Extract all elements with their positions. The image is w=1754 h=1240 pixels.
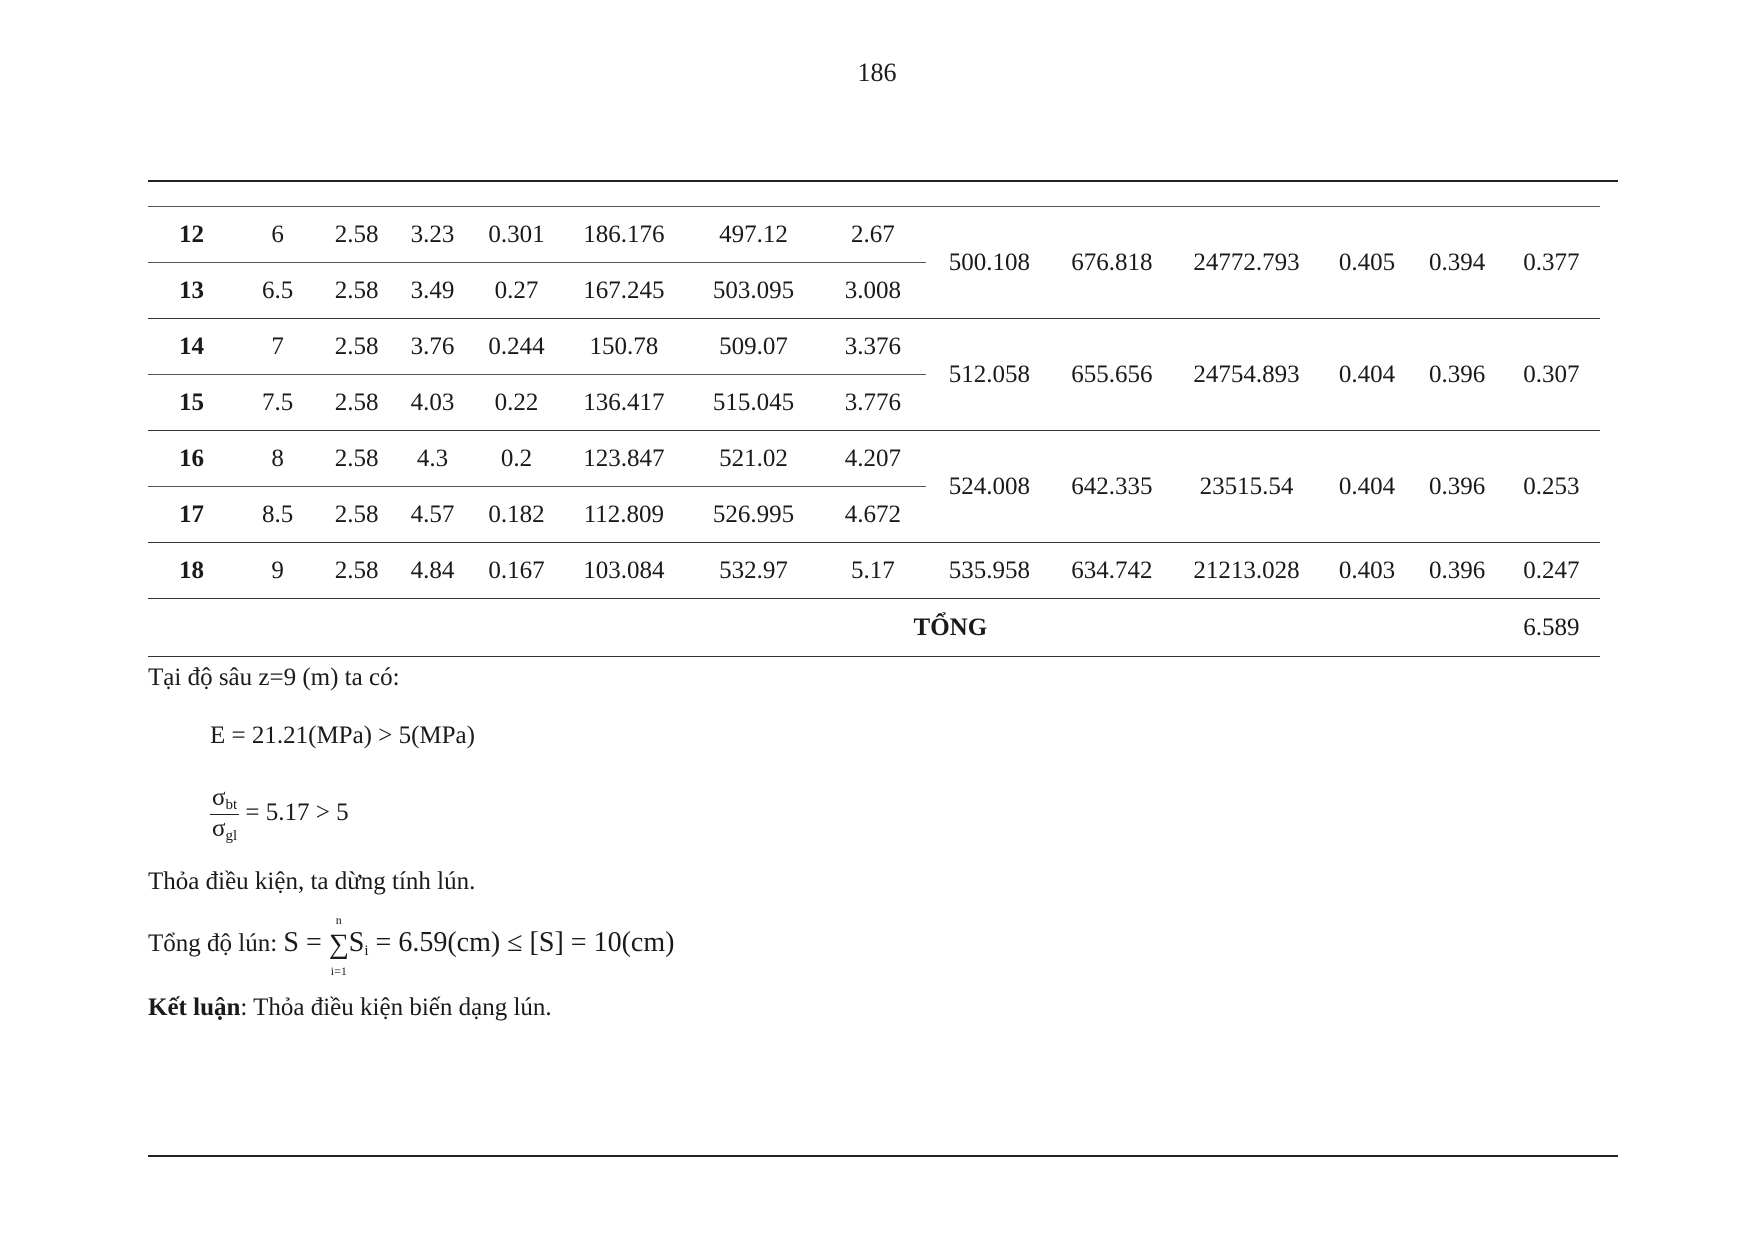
table-cell: 3.49 xyxy=(393,263,472,319)
table-cell: 509.07 xyxy=(687,319,821,375)
merged-cell: 0.247 xyxy=(1503,543,1600,599)
table-cell: 6.5 xyxy=(235,263,320,319)
table-cell: 150.78 xyxy=(561,319,687,375)
conclusion xyxy=(148,994,552,1022)
merged-cell: 0.396 xyxy=(1412,543,1503,599)
merged-cell: 634.742 xyxy=(1053,543,1170,599)
table-cell: 521.02 xyxy=(687,431,821,487)
stress-ratio-fraction: $\frac{\sigma_{bt}}{\sigma_{gl}}$ xyxy=(212,784,238,844)
table-cell: 8 xyxy=(235,431,320,487)
conclusion-label: Kết luận xyxy=(148,994,241,1021)
table-cell: 4.03 xyxy=(393,375,472,431)
total-settlement-equation: S = ∑ n i=1 $S_i = 6.59(cm) \le [S] = 10(cm)$ xyxy=(283,912,675,978)
merged-cell: 642.335 xyxy=(1053,431,1170,543)
table-cell: 3.008 xyxy=(820,263,925,319)
table-cell: 0.244 xyxy=(472,319,561,375)
merged-cell: 0.307 xyxy=(1503,319,1600,431)
depth-statement: Tại độ sâu z=9 (m) ta có: xyxy=(148,664,400,691)
table-cell: 4.57 xyxy=(393,487,472,543)
table-cell: 0.2 xyxy=(472,431,561,487)
merged-cell: 0.253 xyxy=(1503,431,1600,543)
table-cell: 136.417 xyxy=(561,375,687,431)
table-cell: 2.58 xyxy=(320,207,393,263)
row-index-cell: 18 xyxy=(148,543,235,599)
footer-rule xyxy=(148,1155,1618,1157)
merged-cell: 0.394 xyxy=(1412,207,1503,319)
table-cell: 2.58 xyxy=(320,543,393,599)
table-row xyxy=(148,543,1600,599)
table-cell: 7 xyxy=(235,319,320,375)
header-rule xyxy=(148,180,1618,182)
stress-ratio-equation xyxy=(210,784,349,845)
table-cell: 5.17 xyxy=(820,543,925,599)
table-cell: 2.58 xyxy=(320,319,393,375)
merged-cell: 23515.54 xyxy=(1171,431,1323,543)
table-row xyxy=(148,207,1600,263)
table-cell: 0.301 xyxy=(472,207,561,263)
table-cell: 7.5 xyxy=(235,375,320,431)
table-cell: 2.67 xyxy=(820,207,925,263)
total-settlement-line xyxy=(148,912,675,978)
settlement-table xyxy=(148,206,1600,657)
table-cell: 123.847 xyxy=(561,431,687,487)
table-cell: 526.995 xyxy=(687,487,821,543)
table-cell: 9 xyxy=(235,543,320,599)
table-cell: 8.5 xyxy=(235,487,320,543)
merged-cell: 535.958 xyxy=(926,543,1054,599)
summation-symbol: ∑ n i=1 xyxy=(328,912,349,978)
row-index-cell: 16 xyxy=(148,431,235,487)
table-cell: 0.167 xyxy=(472,543,561,599)
table-cell: 3.23 xyxy=(393,207,472,263)
table-cell: 2.58 xyxy=(320,487,393,543)
table-cell: 0.27 xyxy=(472,263,561,319)
condition-statement: Thỏa điều kiện, ta dừng tính lún. xyxy=(148,868,476,895)
merged-cell: 0.403 xyxy=(1322,543,1411,599)
row-index-cell: 14 xyxy=(148,319,235,375)
row-index-cell: 13 xyxy=(148,263,235,319)
merged-cell: 24754.893 xyxy=(1171,319,1323,431)
row-index-cell: 15 xyxy=(148,375,235,431)
merged-cell: 0.396 xyxy=(1412,319,1503,431)
table-cell: 2.58 xyxy=(320,263,393,319)
merged-cell: 0.404 xyxy=(1322,431,1411,543)
merged-cell: 512.058 xyxy=(926,319,1054,431)
table-cell: 4.84 xyxy=(393,543,472,599)
table-cell: 167.245 xyxy=(561,263,687,319)
table-cell: 4.207 xyxy=(820,431,925,487)
row-index-cell: 17 xyxy=(148,487,235,543)
modulus-equation: E = 21.21(MPa) > 5(MPa) xyxy=(210,722,475,749)
merged-cell: 655.656 xyxy=(1053,319,1170,431)
conclusion-text: : Thỏa điều kiện biến dạng lún. xyxy=(240,994,552,1021)
table-cell: 532.97 xyxy=(687,543,821,599)
row-index-cell: 12 xyxy=(148,207,235,263)
page-number: 186 xyxy=(857,58,897,87)
table-row xyxy=(148,319,1600,375)
table-cell: 515.045 xyxy=(687,375,821,431)
table-cell: 6 xyxy=(235,207,320,263)
merged-cell: 524.008 xyxy=(926,431,1054,543)
table-cell: 3.776 xyxy=(820,375,925,431)
table-cell: 497.12 xyxy=(687,207,821,263)
merged-cell: 0.404 xyxy=(1322,319,1411,431)
table-cell: 112.809 xyxy=(561,487,687,543)
table-cell: 3.376 xyxy=(820,319,925,375)
merged-cell: 21213.028 xyxy=(1171,543,1323,599)
total-value: 6.589 xyxy=(1503,599,1600,657)
table-cell: 186.176 xyxy=(561,207,687,263)
table-cell: 4.672 xyxy=(820,487,925,543)
merged-cell: 24772.793 xyxy=(1171,207,1323,319)
table-cell: 103.084 xyxy=(561,543,687,599)
total-row xyxy=(148,599,1600,657)
total-settlement-label: Tổng độ lún: xyxy=(148,930,278,957)
merged-cell: 676.818 xyxy=(1053,207,1170,319)
merged-cell: 0.396 xyxy=(1412,431,1503,543)
table-cell: 0.182 xyxy=(472,487,561,543)
table-cell: 3.76 xyxy=(393,319,472,375)
table-row xyxy=(148,431,1600,487)
merged-cell: 0.377 xyxy=(1503,207,1600,319)
table-cell: 2.58 xyxy=(320,375,393,431)
merged-cell: 500.108 xyxy=(926,207,1054,319)
merged-cell: 0.405 xyxy=(1322,207,1411,319)
total-label: TỔNG xyxy=(148,599,1503,657)
table-cell: 503.095 xyxy=(687,263,821,319)
stress-ratio-rhs: = 5.17 > 5 xyxy=(245,799,349,827)
table-cell: 4.3 xyxy=(393,431,472,487)
table-cell: 2.58 xyxy=(320,431,393,487)
table-cell: 0.22 xyxy=(472,375,561,431)
